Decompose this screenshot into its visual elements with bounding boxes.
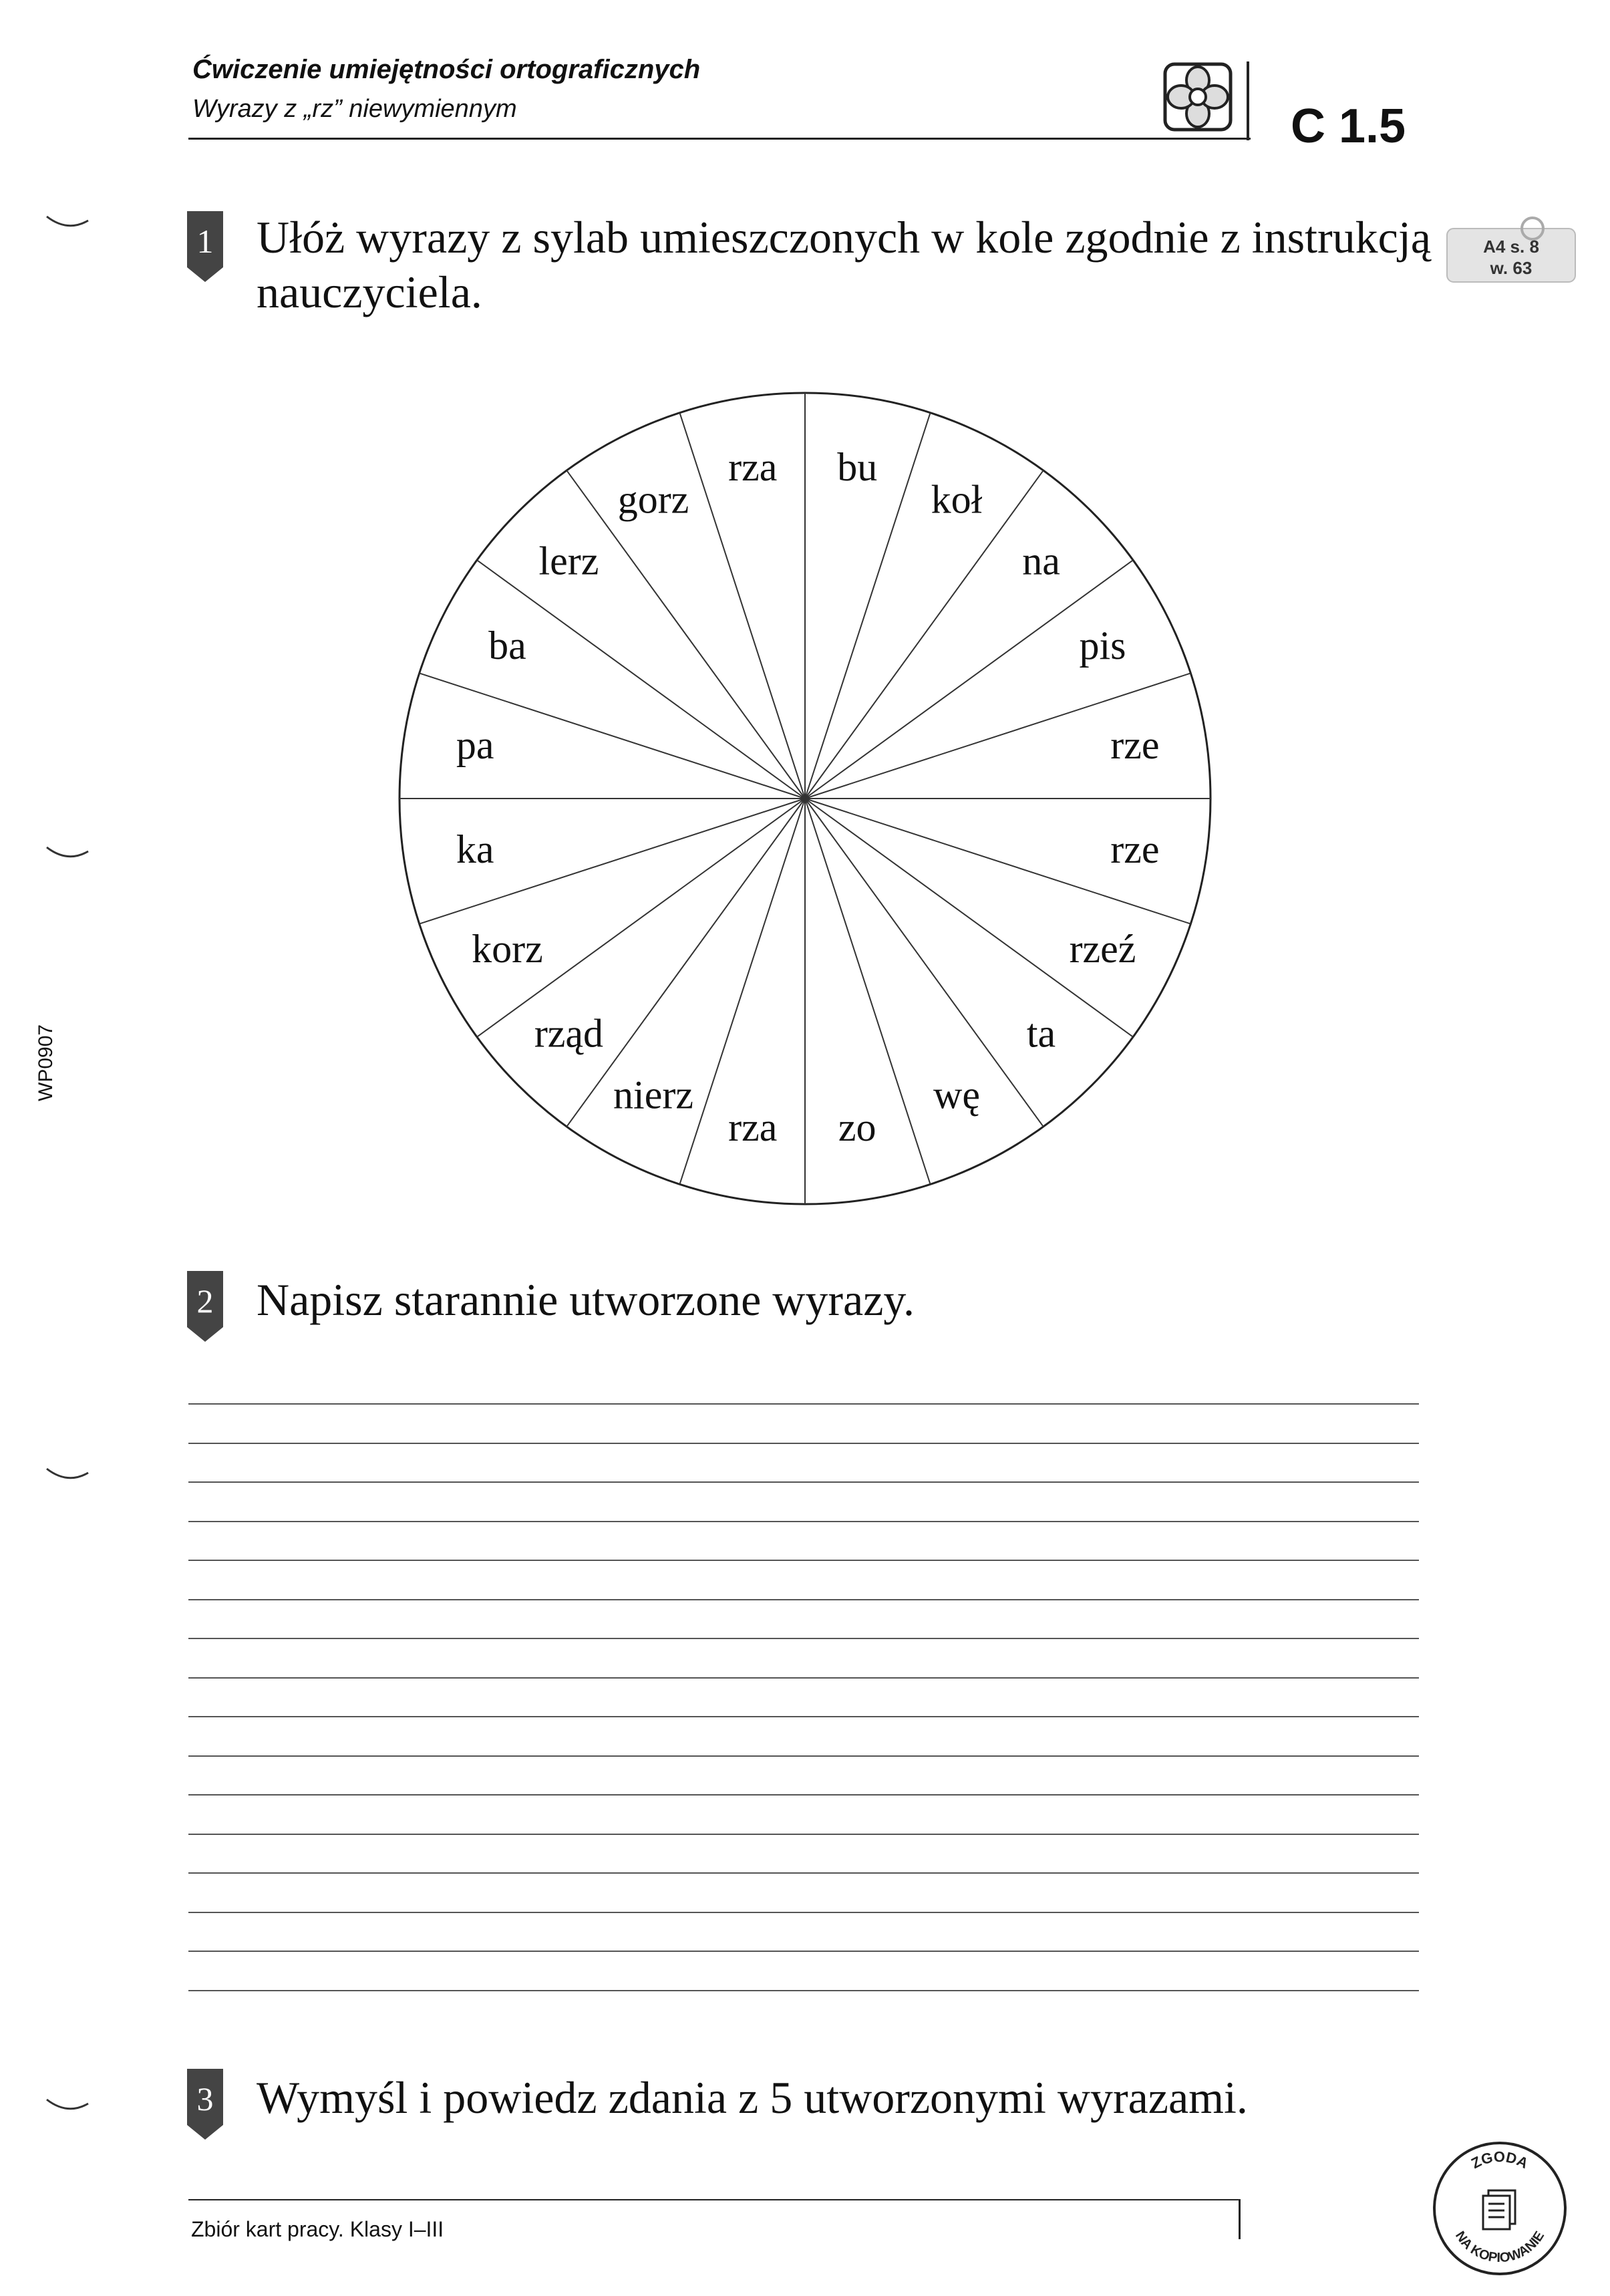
punch-hole-mark: [44, 212, 91, 233]
writing-lines[interactable]: [188, 1403, 1419, 2005]
writing-line[interactable]: [188, 1951, 1419, 1952]
syllable-label: gorz: [617, 477, 689, 522]
footer-text: Zbiór kart pracy. Klasy I–III: [191, 2217, 444, 2241]
writing-line[interactable]: [188, 1443, 1419, 1444]
task-1-number: 1: [196, 223, 214, 260]
stamp-top-text: ZGODA: [1468, 2148, 1531, 2172]
syllable-label: rzeź: [1069, 926, 1136, 971]
syllable-label: na: [1022, 539, 1060, 583]
wheel-spoke: [805, 799, 1043, 1127]
writing-line[interactable]: [188, 1912, 1419, 1913]
wheel-spoke: [477, 799, 805, 1037]
syllable-label: ka: [456, 827, 494, 872]
writing-line[interactable]: [188, 1755, 1419, 1757]
syllable-label: ba: [488, 623, 526, 668]
side-code: WP0907: [35, 1024, 57, 1101]
writing-line[interactable]: [188, 1834, 1419, 1835]
wheel-spoke: [805, 799, 1133, 1037]
svg-text:ZGODA: [1468, 2148, 1531, 2172]
syllable-label: pis: [1079, 623, 1126, 668]
syllable-label: koł: [931, 477, 983, 522]
writing-line[interactable]: [188, 1677, 1419, 1679]
syllable-label: rza: [728, 445, 778, 490]
syllable-label: rząd: [534, 1011, 604, 1056]
punch-hole-mark: [44, 1465, 91, 1485]
syllable-label: lerz: [538, 539, 599, 583]
writing-line[interactable]: [188, 1794, 1419, 1796]
wheel-spoke: [477, 560, 805, 799]
task-3-instruction: Wymyśl i powiedz zdania z 5 utworzonymi wyrazami.: [257, 2072, 1248, 2123]
stamp-bottom-text: NA KOPIOWANIE: [1452, 2229, 1548, 2266]
syllable-label: rze: [1110, 722, 1160, 767]
syllable-label: rza: [728, 1105, 778, 1149]
wheel-spoke: [805, 470, 1043, 799]
task-3-badge: [186, 2067, 224, 2141]
writing-line[interactable]: [188, 1599, 1419, 1600]
punch-hole-mark: [44, 2096, 91, 2116]
syllable-label: ta: [1026, 1011, 1056, 1056]
writing-line[interactable]: [188, 1481, 1419, 1483]
task-1-instruction: Ułóż wyrazy z sylab umieszczonych w kole zgodnie z instrukcją nauczyciela.: [257, 212, 1431, 317]
task-3-number: 3: [196, 2080, 214, 2118]
header-rule: [188, 138, 1251, 140]
worksheet-subtitle: Wyrazy z „rz” niewymiennym: [192, 95, 517, 123]
writing-line[interactable]: [188, 1990, 1419, 1991]
task-2-badge: [186, 1270, 224, 1343]
task-1-badge: [186, 210, 224, 283]
worksheet-code: C 1.5: [1291, 100, 1406, 153]
flower-icon: [1161, 60, 1235, 134]
writing-line[interactable]: [188, 1872, 1419, 1874]
footer-rule: [188, 2199, 1240, 2200]
header-divider: [1247, 61, 1249, 140]
syllable-label: wę: [933, 1072, 980, 1117]
reference-tag: [1444, 212, 1578, 286]
syllable-label: rze: [1110, 827, 1160, 872]
wheel-spoke: [805, 560, 1133, 799]
writing-line[interactable]: [188, 1560, 1419, 1561]
syllable-wheel: [394, 388, 1216, 1209]
footer-divider: [1239, 2199, 1241, 2239]
punch-hole-mark: [44, 843, 91, 863]
writing-line[interactable]: [188, 1521, 1419, 1522]
syllable-label: bu: [837, 445, 878, 490]
syllable-label: zo: [838, 1105, 876, 1149]
svg-text:NA KOPIOWANIE: [1452, 2229, 1547, 2265]
worksheet-title: Ćwiczenie umiejętności ortograficznych: [192, 55, 701, 84]
writing-line[interactable]: [188, 1638, 1419, 1639]
syllable-label: pa: [456, 722, 494, 767]
writing-line[interactable]: [188, 1403, 1419, 1405]
document-icon: [1483, 2190, 1515, 2229]
task-2-number: 2: [196, 1282, 214, 1320]
reference-line: w. 63: [1490, 258, 1533, 278]
syllable-label: korz: [472, 926, 543, 971]
copy-permission-stamp: [1430, 2138, 1570, 2279]
task-2-instruction: Napisz starannie utworzone wyrazy.: [257, 1274, 915, 1325]
reference-page: A4 s. 8: [1483, 237, 1539, 257]
syllable-label: nierz: [613, 1072, 693, 1117]
writing-line[interactable]: [188, 1716, 1419, 1717]
